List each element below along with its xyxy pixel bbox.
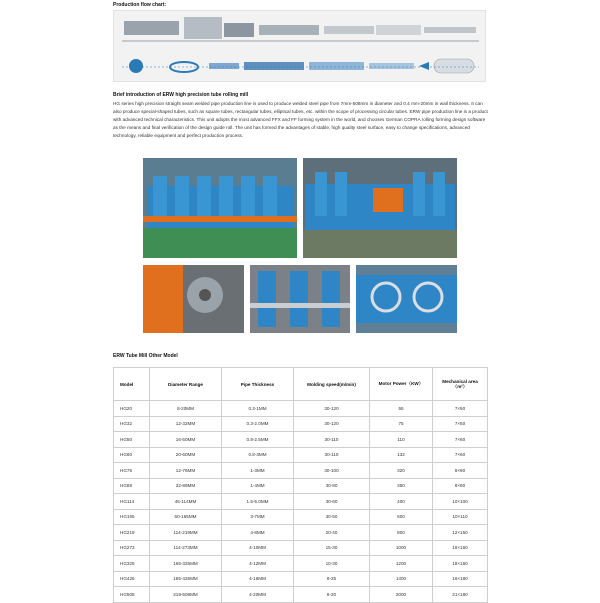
intro-heading: Brief introduction of ERW high precision tube rolling mill [113, 92, 249, 98]
cell-diameter: 165-325MM [150, 556, 222, 572]
cell-power: 800 [370, 525, 433, 541]
cell-thickness: 0.8-3MM [222, 447, 294, 463]
col-header-thickness: Pipe Thickness [222, 368, 294, 401]
runout-table [424, 27, 476, 33]
cell-area: 16×180 [433, 571, 488, 587]
cell-speed: 30-120 [294, 416, 370, 432]
cell-power: 132 [370, 447, 433, 463]
cell-model: HG165 [114, 509, 150, 525]
cell-diameter: 60-165MM [150, 509, 222, 525]
cell-area: 10×110 [433, 509, 488, 525]
cell-diameter: 16-50MM [150, 432, 222, 448]
col-header-speed: Molding speed(m/min) [294, 368, 370, 401]
cell-area: 8×80 [433, 463, 488, 479]
models-header-row [114, 368, 488, 401]
cell-speed: 30-80 [294, 478, 370, 494]
cell-model: HG273 [114, 540, 150, 556]
cell-thickness: 1-3MM [222, 463, 294, 479]
table-row [114, 401, 488, 417]
table-row [114, 509, 488, 525]
models-heading: ERW Tube Mill Other Model [113, 353, 178, 359]
cell-power: 110 [370, 432, 433, 448]
cell-model: HG89 [114, 478, 150, 494]
cell-power: 600 [370, 509, 433, 525]
cell-thickness: 0.3-2.0MM [222, 416, 294, 432]
models-table [113, 367, 488, 603]
uncoiler-unit [124, 21, 179, 35]
cell-power: 1400 [370, 571, 433, 587]
cell-thickness: 0.8-2.5MM [222, 432, 294, 448]
welding-stage [309, 62, 364, 70]
cell-power: 400 [370, 494, 433, 510]
cell-area: 7×50 [433, 401, 488, 417]
cell-model: HG60 [114, 447, 150, 463]
cell-diameter: 114-219MM [150, 525, 222, 541]
cell-area: 8×80 [433, 478, 488, 494]
cutting-unit [376, 25, 421, 35]
cell-model: HG426 [114, 571, 150, 587]
table-row [114, 571, 488, 587]
cell-diameter: 12-76MM [150, 463, 222, 479]
table-row [114, 540, 488, 556]
cell-diameter: 20-60MM [150, 447, 222, 463]
intro-paragraph: HG series high precision straight seam welded pipe production line is used to produce welded steel pipe from 7mm-508mm in diameter and 0.4 mm-20mm in wall thickness. It can also produce special-shaped tubes, such as square tubes, rectangular tubes, elliptical tubes, etc. within the scope of processing circular tubes. ERW pipe production line is a product with advanced technical characteristics. This unit adopts the most advanced FFX and FF forming system in the world, and chooses German COPRA rolling forming design software as the means and final verification of the design guide roll. The unit has formed the advantages of stable, high quality steel surface, easy to change specifications, advanced technology, reliable equipment and perfect production process. [113, 101, 488, 138]
cell-speed: 30-110 [294, 447, 370, 463]
cell-thickness: 4-8MM [222, 525, 294, 541]
cell-area: 10×100 [433, 494, 488, 510]
cell-thickness: 4-10MM [222, 540, 294, 556]
table-row [114, 556, 488, 572]
cell-power: 320 [370, 463, 433, 479]
cell-model: HG76 [114, 463, 150, 479]
mill-photo-2 [303, 158, 457, 258]
cell-area: 12×150 [433, 525, 488, 541]
cell-diameter: 32-89MM [150, 478, 222, 494]
table-row [114, 447, 488, 463]
flow-chart-diagram [114, 11, 485, 81]
cell-speed: 30-50 [294, 509, 370, 525]
mill-photo-3 [143, 265, 244, 333]
cell-area: 21×180 [433, 587, 488, 603]
cell-speed: 30-110 [294, 432, 370, 448]
table-row [114, 416, 488, 432]
cell-thickness: 0.3-1MM [222, 401, 294, 417]
cell-speed: 8-20 [294, 587, 370, 603]
mill-photo-1 [143, 158, 297, 258]
cell-power: 2000 [370, 587, 433, 603]
table-row [114, 494, 488, 510]
cell-speed: 20-40 [294, 525, 370, 541]
cell-diameter: 219-508MM [150, 587, 222, 603]
accumulator-unit [184, 17, 222, 39]
flow-chart-heading: Production flow chart: [113, 2, 167, 8]
col-header-power: Motor Power（KW） [370, 368, 433, 401]
cell-power: 55 [370, 401, 433, 417]
cell-diameter: 8-20MM [150, 401, 222, 417]
finished-pipe-stage [434, 59, 474, 73]
cell-thickness: 4-16MM [222, 571, 294, 587]
cell-area: 7×60 [433, 432, 488, 448]
cell-model: HG50 [114, 432, 150, 448]
col-header-area-line1: Mechanical area [442, 378, 478, 384]
cell-diameter: 114-273MM [150, 540, 222, 556]
cell-area: 16×160 [433, 540, 488, 556]
cell-power: 350 [370, 478, 433, 494]
coil-stage-icon [129, 59, 143, 73]
cell-speed: 15-30 [294, 540, 370, 556]
flow-arrow-icon [419, 62, 429, 70]
cell-thickness: 1.5-5.0MM [222, 494, 294, 510]
cell-power: 75 [370, 416, 433, 432]
cell-speed: 30-100 [294, 463, 370, 479]
mill-photo-5 [356, 265, 457, 333]
sizing-unit [324, 26, 374, 34]
forming-stage [244, 62, 304, 70]
cell-power: 1200 [370, 556, 433, 572]
cell-area: 7×50 [433, 416, 488, 432]
col-header-diameter: Diameter Range [150, 368, 222, 401]
cell-model: HG508 [114, 587, 150, 603]
cell-thickness: 4-20MM [222, 587, 294, 603]
cell-thickness: 3-7MM [222, 509, 294, 525]
cell-diameter: 165-426MM [150, 571, 222, 587]
table-row [114, 478, 488, 494]
cell-thickness: 1-4MM [222, 478, 294, 494]
cell-model: HG32 [114, 416, 150, 432]
cell-speed: 30-120 [294, 401, 370, 417]
cell-area: 7×60 [433, 447, 488, 463]
col-header-area [433, 368, 488, 401]
cell-model: HG219 [114, 525, 150, 541]
welding-unit [259, 25, 319, 35]
cell-model: HG325 [114, 556, 150, 572]
table-row [114, 463, 488, 479]
cell-model: HG20 [114, 401, 150, 417]
cell-speed: 8-25 [294, 571, 370, 587]
col-header-model: Model [114, 368, 150, 401]
models-table-body [114, 401, 488, 603]
cell-area: 18×160 [433, 556, 488, 572]
cell-model: HG114 [114, 494, 150, 510]
cell-diameter: 12-32MM [150, 416, 222, 432]
cell-power: 1000 [370, 540, 433, 556]
cell-diameter: 45-114MM [150, 494, 222, 510]
sizing-stage [369, 63, 414, 69]
cell-thickness: 4-12MM [222, 556, 294, 572]
table-row [114, 525, 488, 541]
production-flow-chart [113, 10, 486, 82]
forming-unit [224, 23, 254, 37]
col-header-area-line2: （m²） [452, 383, 468, 389]
cell-speed: 30-60 [294, 494, 370, 510]
table-row [114, 432, 488, 448]
strip-stage [209, 63, 239, 69]
mill-photo-4 [250, 265, 350, 333]
cell-speed: 10-30 [294, 556, 370, 572]
